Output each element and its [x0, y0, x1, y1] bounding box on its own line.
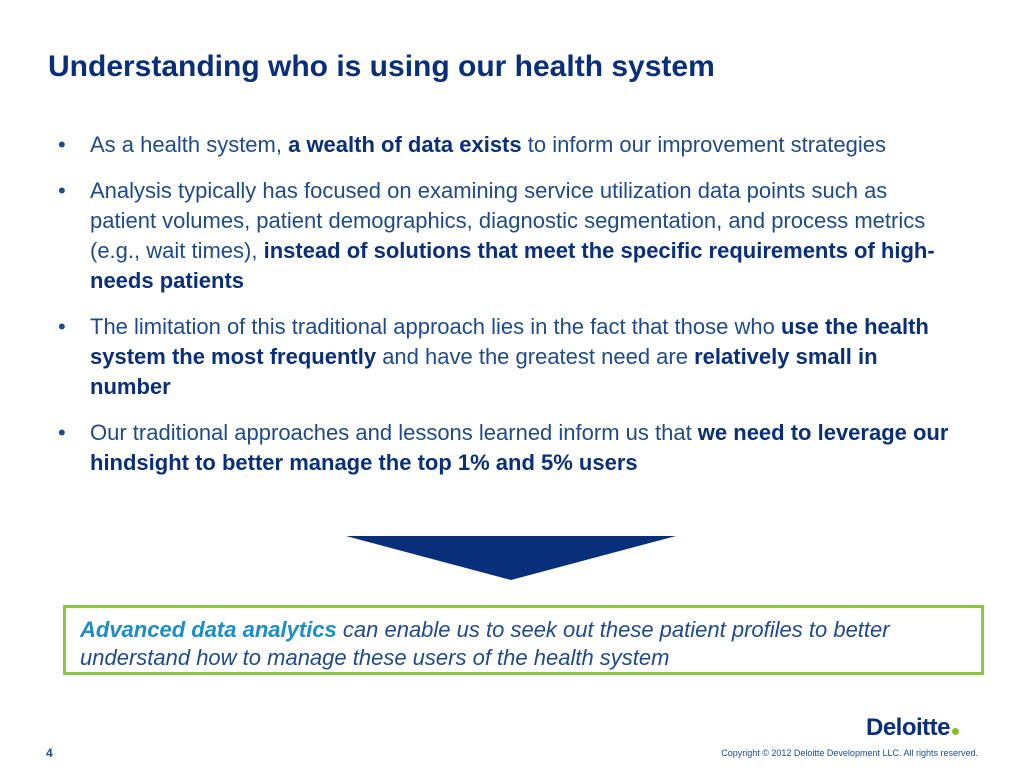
bullet-item-2 [58, 176, 958, 296]
bullet-marker: • [58, 132, 66, 157]
bullet-emphasis: a wealth of data exists [288, 132, 522, 157]
bullet-text: to inform our improvement strategies [521, 132, 886, 157]
bullet-emphasis: use the health system the most frequently [90, 314, 929, 369]
bullet-emphasis: we need to leverage our hindsight to better manage the top 1% and 5% users [90, 420, 949, 475]
bullet-text: and have the greatest need are [376, 344, 695, 369]
bullet-text: Our traditional approaches and lessons learned inform us that [90, 420, 698, 445]
bullet-text: As a health system, [90, 132, 289, 157]
bullet-item-3 [58, 312, 958, 402]
logo-dot-icon [952, 728, 959, 735]
callout-lead: Advanced data analytics [80, 617, 337, 642]
bullet-emphasis: relatively small in number [90, 344, 878, 399]
slide-title: Understanding who is using our health system [48, 50, 715, 83]
bullet-marker: • [58, 314, 66, 339]
down-triangle-arrow-icon [346, 536, 676, 580]
page-number: 4 [46, 746, 53, 760]
bullet-emphasis: instead of solutions that meet the specific requirements of high-needs patients [90, 238, 935, 293]
bullet-item-4 [58, 418, 958, 478]
deloitte-logo [866, 714, 959, 742]
bullet-item-1 [58, 130, 958, 160]
bullet-marker: • [58, 420, 66, 445]
copyright-notice: Copyright © 2012 Deloitte Development LLC. All rights reserved. [721, 748, 978, 758]
bullet-list [58, 130, 958, 494]
bullet-marker: • [58, 178, 66, 203]
bullet-text: Analysis typically has focused on examining service utilization data points such as patient volumes, patient demographics, diagnostic segmentation, and process metrics (e.g., wait times), [90, 178, 926, 263]
callout-text: can enable us to seek out these patient profiles to better understand how to manage these users of the health system [80, 617, 890, 670]
bullet-text: The limitation of this traditional approach lies in the fact that those who [90, 314, 781, 339]
callout-box [63, 605, 984, 675]
logo-text: Deloitte [866, 714, 951, 741]
